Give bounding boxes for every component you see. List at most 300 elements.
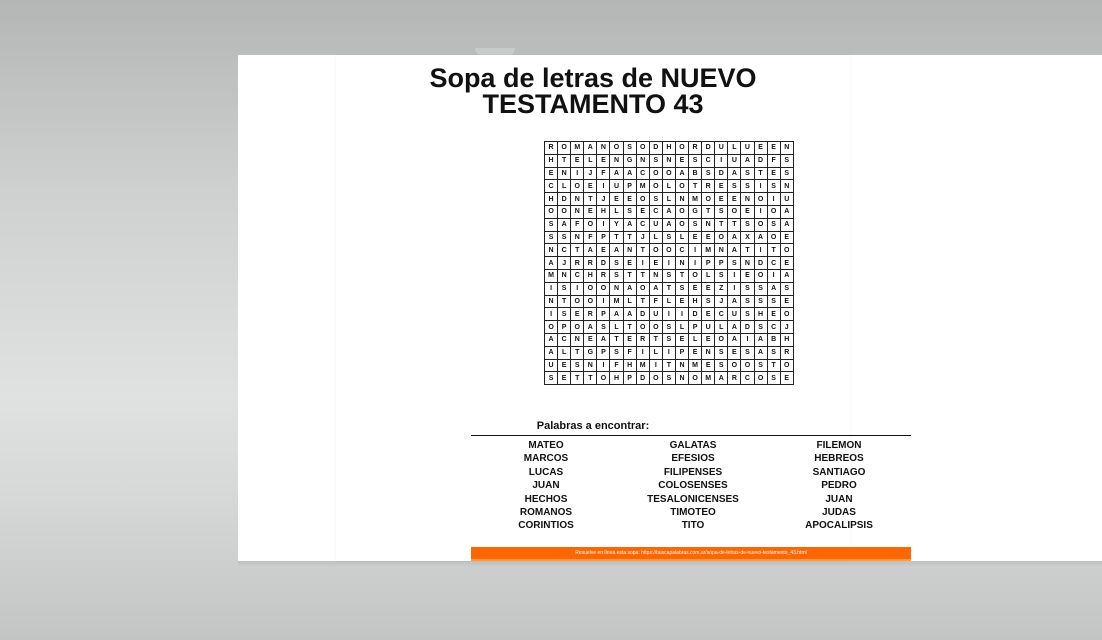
grid-cell: G bbox=[689, 205, 702, 218]
grid-cell: S bbox=[649, 193, 662, 206]
grid-cell: J bbox=[715, 295, 728, 308]
grid-cell: N bbox=[780, 142, 793, 155]
grid-cell: N bbox=[675, 193, 688, 206]
grid-row bbox=[545, 193, 794, 206]
grid-row bbox=[545, 269, 794, 282]
grid-cell: C bbox=[741, 372, 754, 385]
grid-cell: S bbox=[715, 346, 728, 359]
page-shadow bbox=[238, 561, 1102, 567]
grid-cell: M bbox=[545, 269, 558, 282]
grid-cell: E bbox=[689, 231, 702, 244]
grid-cell: E bbox=[728, 193, 741, 206]
grid-cell: C bbox=[767, 257, 780, 270]
grid-cell: O bbox=[610, 142, 623, 155]
title-line-1: Sopa de letras de NUEVO bbox=[429, 63, 757, 93]
grid-cell: A bbox=[584, 142, 597, 155]
grid-cell: D bbox=[754, 257, 767, 270]
grid-cell: C bbox=[702, 154, 715, 167]
grid-cell: O bbox=[636, 321, 649, 334]
grid-cell: A bbox=[767, 282, 780, 295]
grid-cell: G bbox=[623, 154, 636, 167]
word-item: CORINTIOS bbox=[518, 520, 574, 532]
grid-cell: T bbox=[689, 180, 702, 193]
grid-cell: N bbox=[571, 193, 584, 206]
grid-cell: I bbox=[597, 359, 610, 372]
grid-cell: E bbox=[675, 295, 688, 308]
grid-cell: U bbox=[728, 154, 741, 167]
grid-cell: I bbox=[675, 308, 688, 321]
grid-cell: U bbox=[545, 359, 558, 372]
grid-cell: S bbox=[728, 180, 741, 193]
grid-cell: O bbox=[571, 180, 584, 193]
grid-cell: N bbox=[675, 257, 688, 270]
grid-cell: E bbox=[675, 333, 688, 346]
grid-cell: A bbox=[728, 244, 741, 257]
grid-cell: S bbox=[715, 269, 728, 282]
grid-cell: A bbox=[728, 231, 741, 244]
grid-cell: S bbox=[741, 295, 754, 308]
grid-cell: A bbox=[623, 308, 636, 321]
grid-cell: L bbox=[702, 269, 715, 282]
grid-cell: O bbox=[636, 193, 649, 206]
grid-cell: S bbox=[754, 295, 767, 308]
grid-cell: O bbox=[780, 244, 793, 257]
grid-cell: H bbox=[623, 359, 636, 372]
grid-cell: L bbox=[649, 231, 662, 244]
grid-cell: N bbox=[662, 154, 675, 167]
grid-cell: N bbox=[623, 244, 636, 257]
grid-cell: T bbox=[636, 295, 649, 308]
grid-cell: M bbox=[702, 244, 715, 257]
grid-cell: O bbox=[715, 333, 728, 346]
grid-cell: U bbox=[728, 308, 741, 321]
grid-cell: R bbox=[584, 257, 597, 270]
grid-cell: I bbox=[741, 333, 754, 346]
grid-cell: S bbox=[623, 205, 636, 218]
grid-cell: T bbox=[610, 231, 623, 244]
grid-cell: L bbox=[675, 321, 688, 334]
page-title bbox=[336, 65, 850, 117]
grid-cell: O bbox=[558, 205, 571, 218]
grid-cell: S bbox=[649, 154, 662, 167]
grid-cell: E bbox=[702, 231, 715, 244]
grid-cell: B bbox=[767, 333, 780, 346]
title-line-2: TESTAMENTO 43 bbox=[482, 89, 704, 119]
grid-cell: A bbox=[780, 205, 793, 218]
grid-cell: U bbox=[741, 142, 754, 155]
grid-cell: E bbox=[780, 295, 793, 308]
grid-cell: E bbox=[597, 244, 610, 257]
grid-cell: E bbox=[571, 308, 584, 321]
grid-cell: E bbox=[584, 205, 597, 218]
grid-cell: P bbox=[689, 321, 702, 334]
grid-cell: F bbox=[597, 167, 610, 180]
grid-row bbox=[545, 180, 794, 193]
grid-cell: S bbox=[767, 372, 780, 385]
grid-cell: O bbox=[662, 167, 675, 180]
grid-row bbox=[545, 218, 794, 231]
grid-cell: O bbox=[780, 308, 793, 321]
grid-cell: R bbox=[728, 372, 741, 385]
grid-cell: T bbox=[662, 359, 675, 372]
grid-cell: F bbox=[623, 346, 636, 359]
grid-cell: L bbox=[610, 321, 623, 334]
grid-cell: I bbox=[728, 282, 741, 295]
grid-cell: N bbox=[636, 154, 649, 167]
grid-cell: L bbox=[715, 321, 728, 334]
grid-cell: O bbox=[702, 193, 715, 206]
grid-cell: N bbox=[558, 269, 571, 282]
grid-cell: O bbox=[571, 295, 584, 308]
word-list-column-3 bbox=[779, 439, 899, 533]
grid-cell: O bbox=[741, 359, 754, 372]
grid-cell: A bbox=[741, 154, 754, 167]
grid-cell: D bbox=[636, 308, 649, 321]
grid-cell: U bbox=[649, 308, 662, 321]
grid-cell: O bbox=[545, 321, 558, 334]
word-item: ROMANOS bbox=[519, 507, 573, 519]
grid-cell: O bbox=[545, 205, 558, 218]
grid-cell: A bbox=[728, 167, 741, 180]
grid-cell: C bbox=[545, 180, 558, 193]
grid-cell: A bbox=[610, 308, 623, 321]
grid-cell: N bbox=[741, 193, 754, 206]
grid-cell: I bbox=[767, 269, 780, 282]
grid-cell: S bbox=[741, 346, 754, 359]
grid-cell: C bbox=[558, 333, 571, 346]
grid-cell: S bbox=[545, 231, 558, 244]
grid-cell: P bbox=[558, 321, 571, 334]
word-item: TESALONICENSES bbox=[647, 493, 739, 505]
grid-cell: P bbox=[702, 257, 715, 270]
grid-cell: S bbox=[558, 231, 571, 244]
grid-cell: N bbox=[571, 205, 584, 218]
grid-cell: D bbox=[741, 321, 754, 334]
grid-cell: H bbox=[584, 269, 597, 282]
grid-cell: E bbox=[767, 167, 780, 180]
grid-cell: L bbox=[558, 346, 571, 359]
grid-cell: D bbox=[636, 372, 649, 385]
grid-cell: O bbox=[649, 372, 662, 385]
grid-cell: J bbox=[558, 257, 571, 270]
grid-cell: E bbox=[780, 372, 793, 385]
grid-cell: D bbox=[689, 308, 702, 321]
grid-cell: N bbox=[702, 346, 715, 359]
grid-cell: M bbox=[636, 180, 649, 193]
grid-cell: N bbox=[545, 295, 558, 308]
grid-cell: D bbox=[649, 142, 662, 155]
grid-row bbox=[545, 308, 794, 321]
grid-cell: A bbox=[754, 346, 767, 359]
grid-cell: S bbox=[689, 218, 702, 231]
grid-cell: E bbox=[597, 154, 610, 167]
grid-cell: C bbox=[675, 244, 688, 257]
grid-cell: S bbox=[558, 282, 571, 295]
word-item: APOCALIPSIS bbox=[805, 520, 873, 532]
grid-cell: P bbox=[623, 180, 636, 193]
word-item: JUDAS bbox=[822, 507, 856, 519]
grid-cell: L bbox=[558, 180, 571, 193]
grid-cell: E bbox=[702, 282, 715, 295]
grid-cell: N bbox=[597, 142, 610, 155]
grid-cell: O bbox=[767, 231, 780, 244]
grid-cell: S bbox=[662, 269, 675, 282]
grid-cell: C bbox=[636, 167, 649, 180]
grid-cell: E bbox=[767, 308, 780, 321]
word-item: LUCAS bbox=[528, 466, 564, 478]
word-item: TITO bbox=[681, 520, 705, 532]
grid-cell: L bbox=[728, 142, 741, 155]
grid-cell: P bbox=[597, 346, 610, 359]
grid-cell: X bbox=[741, 231, 754, 244]
grid-cell: S bbox=[702, 295, 715, 308]
grid-cell: F bbox=[610, 359, 623, 372]
grid-cell: C bbox=[636, 218, 649, 231]
grid-cell: B bbox=[689, 167, 702, 180]
grid-cell: E bbox=[584, 180, 597, 193]
grid-cell: N bbox=[571, 231, 584, 244]
grid-cell: P bbox=[623, 372, 636, 385]
grid-cell: S bbox=[780, 154, 793, 167]
grid-cell: L bbox=[623, 295, 636, 308]
grid-cell: D bbox=[597, 257, 610, 270]
grid-cell: A bbox=[715, 372, 728, 385]
grid-row bbox=[545, 167, 794, 180]
grid-cell: O bbox=[728, 205, 741, 218]
grid-cell: A bbox=[728, 333, 741, 346]
grid-cell: N bbox=[675, 359, 688, 372]
grid-cell: L bbox=[662, 295, 675, 308]
grid-cell: L bbox=[584, 154, 597, 167]
word-item: HEBREOS bbox=[814, 453, 864, 465]
letter-grid bbox=[544, 141, 794, 385]
grid-cell: O bbox=[675, 142, 688, 155]
grid-cell: S bbox=[662, 333, 675, 346]
grid-cell: E bbox=[584, 333, 597, 346]
grid-row bbox=[545, 231, 794, 244]
grid-cell: M bbox=[571, 142, 584, 155]
grid-cell: E bbox=[780, 231, 793, 244]
grid-cell: O bbox=[571, 321, 584, 334]
grid-cell: S bbox=[767, 218, 780, 231]
grid-cell: O bbox=[689, 372, 702, 385]
word-item: COLOSENSES bbox=[658, 480, 728, 492]
grid-cell: E bbox=[754, 142, 767, 155]
grid-cell: U bbox=[780, 193, 793, 206]
document-page bbox=[238, 55, 1102, 561]
grid-cell: H bbox=[662, 142, 675, 155]
grid-cell: E bbox=[728, 346, 741, 359]
grid-cell: O bbox=[597, 372, 610, 385]
grid-cell: Y bbox=[610, 218, 623, 231]
grid-cell: I bbox=[689, 257, 702, 270]
grid-cell: O bbox=[649, 321, 662, 334]
grid-cell: S bbox=[558, 308, 571, 321]
grid-cell: J bbox=[636, 231, 649, 244]
grid-cell: O bbox=[649, 167, 662, 180]
grid-cell: L bbox=[649, 346, 662, 359]
grid-cell: N bbox=[610, 282, 623, 295]
grid-cell: S bbox=[545, 372, 558, 385]
grid-cell: T bbox=[571, 244, 584, 257]
grid-row bbox=[545, 321, 794, 334]
grid-cell: I bbox=[597, 218, 610, 231]
grid-cell: I bbox=[662, 308, 675, 321]
grid-cell: A bbox=[662, 205, 675, 218]
grid-cell: I bbox=[754, 244, 767, 257]
grid-cell: M bbox=[636, 359, 649, 372]
grid-cell: I bbox=[689, 244, 702, 257]
grid-cell: R bbox=[702, 180, 715, 193]
grid-cell: T bbox=[767, 244, 780, 257]
grid-cell: L bbox=[662, 180, 675, 193]
grid-cell: A bbox=[754, 333, 767, 346]
grid-cell: E bbox=[741, 205, 754, 218]
grid-cell: S bbox=[715, 359, 728, 372]
grid-cell: I bbox=[545, 308, 558, 321]
grid-cell: O bbox=[597, 282, 610, 295]
grid-cell: O bbox=[636, 282, 649, 295]
grid-cell: E bbox=[689, 346, 702, 359]
grid-cell: F bbox=[649, 295, 662, 308]
grid-cell: E bbox=[715, 193, 728, 206]
grid-cell: T bbox=[728, 218, 741, 231]
grid-cell: T bbox=[767, 359, 780, 372]
words-divider bbox=[471, 435, 911, 436]
word-item: FILEMON bbox=[816, 440, 862, 451]
grid-cell: A bbox=[545, 333, 558, 346]
grid-cell: L bbox=[662, 193, 675, 206]
grid-cell: T bbox=[715, 218, 728, 231]
grid-cell: T bbox=[662, 282, 675, 295]
word-item: FILIPENSES bbox=[663, 466, 723, 478]
grid-cell: J bbox=[597, 193, 610, 206]
grid-cell: L bbox=[675, 231, 688, 244]
word-item: MATEO bbox=[528, 440, 564, 451]
grid-cell: S bbox=[675, 282, 688, 295]
word-item: PEDRO bbox=[821, 480, 857, 492]
grid-cell: S bbox=[741, 308, 754, 321]
grid-cell: O bbox=[584, 218, 597, 231]
grid-cell: N bbox=[545, 244, 558, 257]
word-item: JUAN bbox=[825, 493, 853, 505]
grid-cell: S bbox=[545, 218, 558, 231]
grid-cell: S bbox=[662, 321, 675, 334]
grid-cell: M bbox=[689, 193, 702, 206]
grid-cell: O bbox=[754, 218, 767, 231]
grid-cell: D bbox=[715, 167, 728, 180]
grid-cell: A bbox=[649, 282, 662, 295]
grid-cell: A bbox=[623, 167, 636, 180]
grid-cell: O bbox=[754, 193, 767, 206]
grid-cell: S bbox=[702, 167, 715, 180]
grid-cell: O bbox=[780, 359, 793, 372]
grid-cell: E bbox=[558, 359, 571, 372]
grid-cell: S bbox=[741, 282, 754, 295]
grid-cell: F bbox=[571, 218, 584, 231]
grid-cell: T bbox=[675, 269, 688, 282]
grid-cell: O bbox=[636, 142, 649, 155]
word-item: SANTIAGO bbox=[812, 466, 866, 478]
grid-row bbox=[545, 372, 794, 385]
grid-cell: F bbox=[767, 154, 780, 167]
word-item: GALATAS bbox=[669, 440, 717, 451]
grid-cell: I bbox=[571, 167, 584, 180]
grid-cell: O bbox=[767, 205, 780, 218]
grid-cell: T bbox=[584, 193, 597, 206]
grid-cell: N bbox=[702, 218, 715, 231]
grid-cell: E bbox=[702, 333, 715, 346]
grid-cell: A bbox=[780, 218, 793, 231]
grid-cell: O bbox=[728, 359, 741, 372]
grid-cell: I bbox=[597, 295, 610, 308]
grid-row bbox=[545, 333, 794, 346]
grid-cell: H bbox=[689, 295, 702, 308]
grid-cell: N bbox=[780, 180, 793, 193]
grid-cell: I bbox=[715, 154, 728, 167]
grid-cell: U bbox=[649, 218, 662, 231]
grid-cell: O bbox=[675, 180, 688, 193]
grid-cell: O bbox=[584, 282, 597, 295]
grid-cell: S bbox=[767, 346, 780, 359]
grid-cell: D bbox=[754, 154, 767, 167]
grid-cell: S bbox=[728, 257, 741, 270]
grid-cell: I bbox=[754, 205, 767, 218]
grid-cell: O bbox=[558, 142, 571, 155]
grid-cell: E bbox=[689, 282, 702, 295]
grid-cell: E bbox=[545, 167, 558, 180]
grid-cell: E bbox=[767, 142, 780, 155]
grid-cell: C bbox=[558, 244, 571, 257]
grid-cell: T bbox=[649, 333, 662, 346]
grid-cell: S bbox=[741, 180, 754, 193]
grid-cell: D bbox=[558, 193, 571, 206]
grid-cell: S bbox=[767, 295, 780, 308]
grid-cell: S bbox=[610, 257, 623, 270]
word-list-column-2 bbox=[628, 439, 758, 533]
grid-cell: S bbox=[754, 282, 767, 295]
grid-cell: T bbox=[610, 333, 623, 346]
grid-cell: E bbox=[623, 257, 636, 270]
grid-cell: S bbox=[754, 359, 767, 372]
grid-cell: T bbox=[741, 244, 754, 257]
grid-cell: H bbox=[597, 205, 610, 218]
grid-cell: T bbox=[623, 269, 636, 282]
grid-cell: T bbox=[558, 295, 571, 308]
grid-cell: S bbox=[610, 269, 623, 282]
grid-cell: P bbox=[715, 257, 728, 270]
grid-row bbox=[545, 346, 794, 359]
grid-row bbox=[545, 205, 794, 218]
grid-cell: S bbox=[754, 321, 767, 334]
grid-cell: O bbox=[675, 218, 688, 231]
grid-cell: E bbox=[623, 193, 636, 206]
solve-online-link[interactable]: Resuelve en línea esta sopa: https://buscapalabras.com.ar/sopa-de-letras-de-nuevo-testamento_43.html bbox=[471, 547, 911, 559]
grid-cell: D bbox=[702, 142, 715, 155]
grid-cell: A bbox=[754, 231, 767, 244]
grid-cell: P bbox=[597, 231, 610, 244]
grid-cell: E bbox=[558, 372, 571, 385]
grid-cell: E bbox=[702, 359, 715, 372]
grid-cell: R bbox=[780, 346, 793, 359]
grid-cell: R bbox=[689, 142, 702, 155]
grid-cell: R bbox=[597, 269, 610, 282]
grid-cell: T bbox=[558, 154, 571, 167]
grid-cell: R bbox=[584, 308, 597, 321]
grid-row bbox=[545, 359, 794, 372]
grid-cell: I bbox=[597, 180, 610, 193]
grid-cell: E bbox=[715, 180, 728, 193]
